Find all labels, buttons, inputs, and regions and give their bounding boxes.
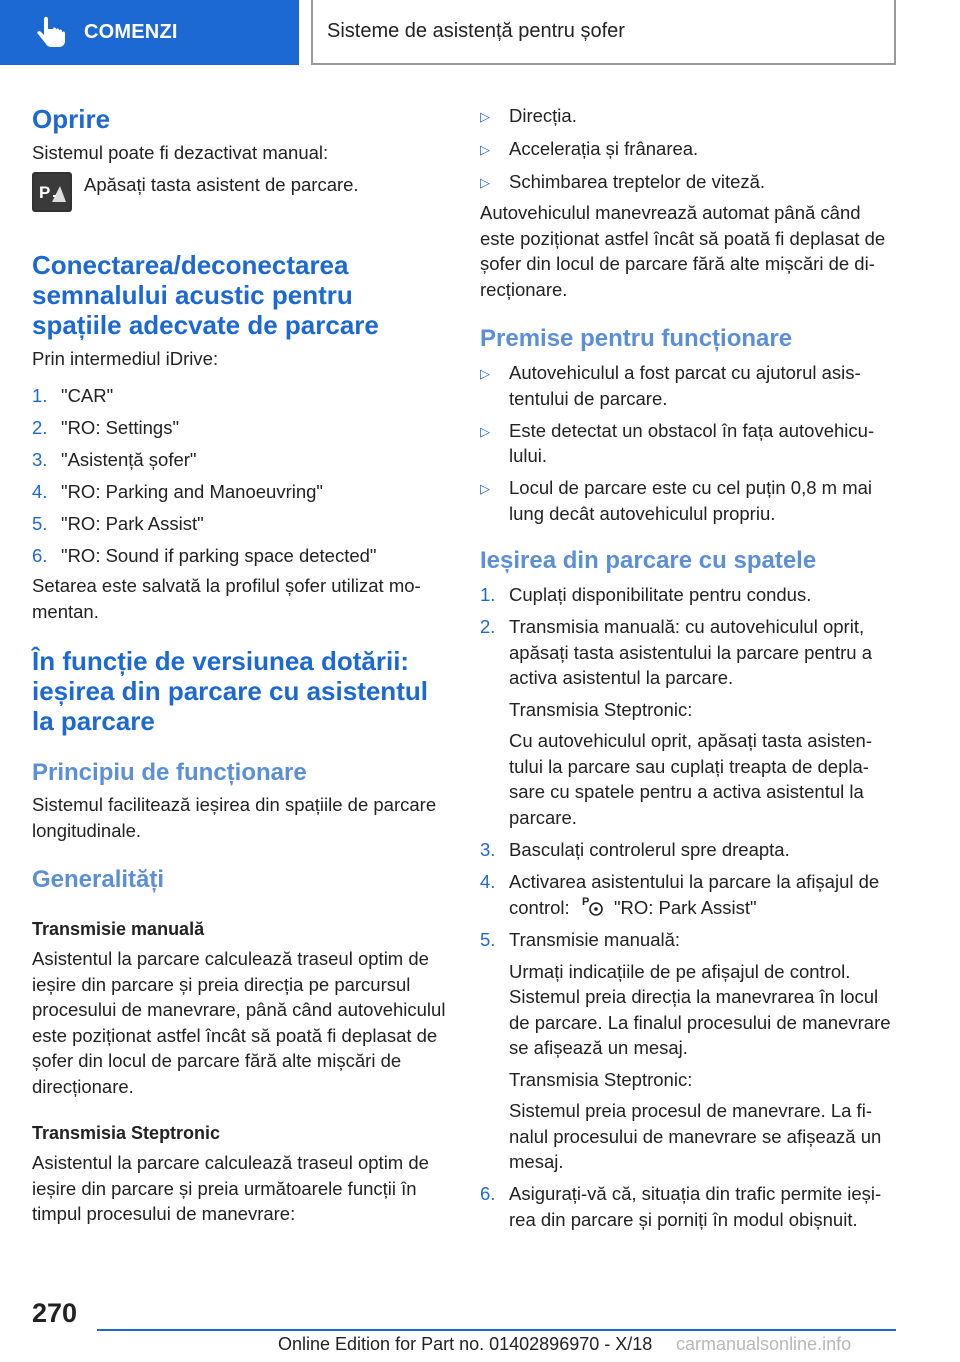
footer-edition: Online Edition for Part no. 01402896970 - X/18 (278, 1334, 653, 1354)
list-item: 5. "RO: Park Assist" (32, 513, 204, 534)
list-item: ▷ Autovehiculul a fost parcat cu ajutorul asistentului de parcare. (480, 360, 898, 411)
page-number: 270 (32, 1298, 78, 1328)
versiune-heading: În funcție de versiunea dotării: ieșirea din parcare cu asistentul la parcare (32, 646, 428, 736)
park-assist-display-icon (579, 894, 605, 918)
conectare-heading: Conectarea/deconectarea semnalului acustic pentru spațiile adecvate de parcare (32, 249, 379, 340)
list-item: ▷ Locul de parcare este cu cel puțin 0,8 m mai lung decât autovehiculul propriu. (480, 475, 898, 526)
section-tab-label: COMENZI (84, 21, 178, 43)
principiu-text: Sistemul facilitează ieșirea din spațiile de parcare longitudinale. (32, 794, 437, 841)
list-item: 4. Activarea asistentului la parcare la afișajul de control: P "RO: Park Assist" (480, 870, 880, 918)
svg-text:P: P (581, 896, 590, 908)
triangle-bullet-icon: ▷ (480, 109, 490, 124)
left-column (32, 100, 447, 1227)
conectare-note: Setarea este salvată la profilul șofer utilizat momentan. (32, 575, 421, 622)
triangle-bullet-icon: ▷ (480, 481, 490, 496)
hand-pointer-icon (32, 13, 72, 53)
manuala-heading: Transmisie manuală (32, 919, 205, 939)
principiu-heading: Principiu de funcționare (32, 759, 307, 786)
list-item: ▷ Schimbarea treptelor de viteză. (480, 169, 898, 196)
triangle-bullet-icon: ▷ (480, 366, 490, 381)
section-tab[interactable] (0, 0, 299, 65)
list-item: 3. "Asistență șofer" (32, 449, 197, 470)
functii-text: Autovehiculul manevrează automat până când este poziționat astfel încât să poată fi deplasat de șofer din locul de parcare fără alte mișcări de direcționare. (480, 202, 886, 300)
functii-list (480, 103, 898, 196)
page-header-title: Sisteme de asistență pentru șofer (311, 0, 896, 65)
list-item: 3. Basculați controlerul spre dreapta. (480, 838, 790, 860)
triangle-bullet-icon: ▷ (480, 142, 490, 157)
iesire-steps (480, 582, 898, 1232)
conectare-steps (32, 383, 447, 569)
list-item: ▷ Direcția. (480, 103, 898, 130)
generalitati-heading: Generalități (32, 866, 165, 893)
list-item: 5. Transmisie manuală: Urmați indicațiile de pe afișajul de control. Sistemul preia direcția la manevrarea în locul de parcare. La finalul procesului de manevrare se afișează un mesaj. Transmisia Steptronic: Sistemul preia procesul de manevrare. La finalul procesului de manevrare se afișează un mesaj. (480, 929, 891, 1172)
svg-text:P: P (39, 182, 51, 202)
footer-divider (97, 1329, 896, 1331)
triangle-bullet-icon: ▷ (480, 175, 490, 190)
list-item: 2. Transmisia manuală: cu autovehiculul oprit, apăsați tasta asistentului la parcare pentru a activa asistentul la parcare. Transmisia Steptronic: Cu autovehiculul oprit, apăsați tasta asistentului la parcare sau cuplați treapta de deplasare cu spatele pentru a activa asistentul la parcare. (480, 616, 873, 828)
iesire-heading: Ieșirea din parcare cu spatele (480, 547, 817, 574)
right-column (480, 103, 898, 1239)
list-item: 4. "RO: Parking and Manoeuvring" (32, 481, 323, 502)
list-item: 6. "RO: Sound if parking space detected" (32, 545, 377, 566)
triangle-bullet-icon: ▷ (480, 423, 490, 439)
conectare-intro: Prin intermediul iDrive: (32, 347, 219, 369)
list-item: 1. Cuplați disponibilitate pentru condus. (480, 584, 812, 605)
steptronic-heading: Transmisia Steptronic (32, 1123, 221, 1143)
premise-list (480, 360, 898, 526)
list-item: 2. "RO: Settings" (32, 417, 180, 438)
premise-heading: Premise pentru funcționare (480, 325, 793, 352)
oprire-icon-text: Apăsați tasta asistent de parcare. (84, 173, 359, 195)
oprire-icon-row (32, 172, 447, 212)
steptronic-text: Asistentul la parcare calculează traseul optim de ieșire din parcare și preia următoarele funcții în timpul procesului de manevrare: (32, 1152, 429, 1224)
oprire-heading: Oprire (32, 104, 111, 134)
manuala-text: Asistentul la parcare calculează traseul optim de ieșire din parcare și preia direcția pe parcursul procesului de manevrare, până când autovehiculul este poziționat astfel încât să poată fi deplasat de șofer din locul de parcare fără alte mișcări de direcționare. (32, 948, 446, 1097)
footer-watermark: carmanualsonline.info (676, 1334, 852, 1354)
list-item: 1. "CAR" (32, 385, 114, 406)
list-item: 6. Asigurați-vă că, situația din trafic permite ieșirea din parcare și porniți în modul obișnuit. (480, 1183, 882, 1230)
list-item: ▷ Este detectat un obstacol în fața autovehiculului. (480, 418, 898, 469)
park-assist-button-icon (32, 172, 72, 212)
oprire-text: Sistemul poate fi dezactivat manual: (32, 142, 329, 163)
list-item: ▷ Accelerația și frânarea. (480, 136, 898, 163)
